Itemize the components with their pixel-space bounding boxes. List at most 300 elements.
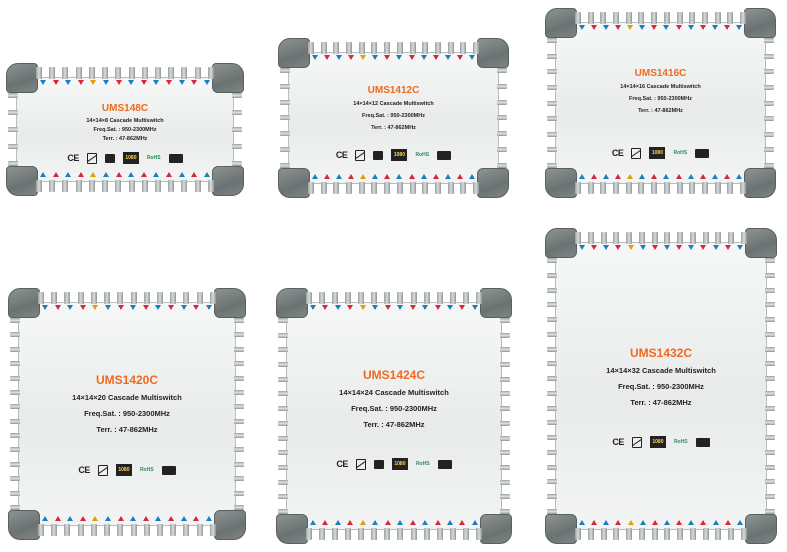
signal-arrow-icon [204,80,210,85]
f-connector [115,180,121,192]
signal-arrow-icon [336,174,342,179]
signal-arrow-icon [422,520,428,525]
f-connector [601,232,607,244]
dolby-icon [374,460,384,469]
signal-arrow-icon [141,80,147,85]
signal-arrow-icon [664,520,670,525]
f-connector [280,68,290,73]
f-connector [332,528,338,540]
digital-badge [162,466,176,475]
f-connector [234,447,244,452]
signal-arrow-icon [640,520,646,525]
housing-corner [745,228,777,258]
signal-arrow-icon [348,55,354,60]
f-connector [49,180,55,192]
signal-arrow-icon [700,520,706,525]
housing-corner [6,166,38,196]
f-connector [588,182,594,194]
f-connector [234,347,244,352]
digital-badge [696,438,710,447]
signal-arrow-icon [603,25,609,30]
housing-corner [276,288,308,318]
signal-arrow-icon [116,80,122,85]
f-connector [547,258,557,263]
freq-sat: Freq.Sat. : 950-2300MHz [618,382,704,391]
full-hd-badge: 1080 [650,436,666,448]
f-connector [10,361,20,366]
multiswitch-ums1432c [545,228,777,544]
f-connector [424,528,430,540]
f-connector [89,67,95,79]
model-name: UMS1432C [629,346,693,360]
product-title: 14×14×16 Cascade Multiswitch [620,84,701,90]
signal-arrow-icon [713,245,719,250]
f-connector [10,332,20,337]
f-connector [306,528,312,540]
signal-arrow-icon [42,305,48,310]
f-connector [234,505,244,510]
signal-arrow-icon [433,55,439,60]
f-connector [460,42,466,54]
signal-arrow-icon [55,516,61,521]
signal-arrow-icon [204,172,210,177]
signal-arrow-icon [652,520,658,525]
f-connector [677,12,683,24]
signal-arrow-icon [191,80,197,85]
f-connector [497,131,507,136]
multiswitch-ums1412c [278,38,509,198]
signal-arrow-icon [80,516,86,521]
signal-arrow-icon [347,305,353,310]
signal-arrow-icon [360,55,366,60]
f-connector [142,180,148,192]
signal-arrow-icon [372,174,378,179]
f-connector [10,318,20,323]
f-connector [384,182,390,194]
signal-arrow-icon [65,80,71,85]
f-connector [764,116,774,121]
freq-sat: Freq.Sat. : 950-2300MHz [93,127,157,133]
f-connector [232,144,242,149]
housing-corner [480,514,512,544]
f-connector [195,67,201,79]
f-connector [51,524,57,536]
signal-arrow-icon [206,516,212,521]
signal-arrow-icon [736,174,742,179]
f-connector [727,182,733,194]
signal-arrow-icon [457,174,463,179]
signal-arrow-icon [67,305,73,310]
f-connector [117,524,123,536]
signal-arrow-icon [628,520,634,525]
signal-arrow-icon [712,25,718,30]
signal-arrow-icon [579,520,585,525]
signal-arrow-icon [155,516,161,521]
signal-arrow-icon [78,172,84,177]
f-connector [677,182,683,194]
signal-arrow-icon [615,174,621,179]
f-connector [765,494,775,499]
input-arrows [310,305,478,312]
output-connectors-bottom [575,182,746,194]
certification-logos [545,147,776,159]
f-connector [78,292,84,304]
digital-badge [169,154,183,163]
housing-corner [744,8,776,38]
signal-arrow-icon [435,520,441,525]
signal-arrow-icon [724,25,730,30]
f-connector [547,288,557,293]
signal-arrow-icon [445,174,451,179]
certification-logos [278,149,509,161]
f-connector [38,524,44,536]
f-connector [62,67,68,79]
signal-arrow-icon [130,305,136,310]
housing-corner [744,168,776,198]
model-name: UMS148C [101,103,149,114]
input-arrows [42,305,212,312]
f-connector [626,182,632,194]
signal-arrow-icon [421,55,427,60]
f-connector [78,524,84,536]
f-connector [278,436,288,441]
f-connector [497,163,507,168]
signal-arrow-icon [384,174,390,179]
f-connector [144,524,150,536]
f-connector [547,302,557,307]
output-connectors-bottom [36,180,214,192]
f-connector [346,182,352,194]
signal-arrow-icon [40,172,46,177]
signal-arrow-icon [627,174,633,179]
f-connector [664,528,670,540]
f-connector [450,292,456,304]
signal-arrow-icon [193,516,199,521]
housing-corner [276,514,308,544]
f-connector [49,67,55,79]
f-connector [500,362,510,367]
housing-corner [214,288,246,318]
signal-arrow-icon [118,305,124,310]
f-connector [332,292,338,304]
f-connector [500,347,510,352]
f-connector [278,509,288,514]
signal-arrow-icon [312,174,318,179]
signal-arrow-icon [603,245,609,250]
signal-arrow-icon [206,305,212,310]
multiswitch-ums148c [6,63,244,196]
f-connector [547,38,557,43]
signal-arrow-icon [166,80,172,85]
weee-icon [632,437,642,448]
housing-corner [545,514,577,544]
housing-corner [545,168,577,198]
f-connector [64,524,70,536]
f-connector [358,292,364,304]
terr-freq: Terr. : 47-862MHz [638,108,683,114]
signal-arrow-icon [168,516,174,521]
f-connector [547,494,557,499]
signal-arrow-icon [347,520,353,525]
housing-corner [212,166,244,196]
output-arrows [579,174,742,181]
signal-arrow-icon [457,55,463,60]
signal-arrow-icon [324,174,330,179]
housing-corner [6,63,38,93]
f-connector [497,68,507,73]
signal-arrow-icon [116,172,122,177]
signal-arrow-icon [385,305,391,310]
f-connector [690,528,696,540]
housing-corner [545,228,577,258]
f-connector [728,528,734,540]
certification-logos [8,464,246,476]
f-connector [652,232,658,244]
f-connector [142,67,148,79]
f-connector [437,292,443,304]
f-connector [410,42,416,54]
f-connector [588,528,594,540]
signal-arrow-icon [591,174,597,179]
f-connector [89,180,95,192]
f-connector [547,420,557,425]
signal-arrow-icon [676,245,682,250]
signal-arrow-icon [179,80,185,85]
signal-arrow-icon [591,245,597,250]
f-connector [104,524,110,536]
signal-arrow-icon [103,172,109,177]
signal-arrow-icon [652,245,658,250]
f-connector [547,317,557,322]
signal-arrow-icon [688,174,694,179]
signal-arrow-icon [181,305,187,310]
f-connector [639,232,645,244]
f-connector [319,292,325,304]
signal-arrow-icon [700,174,706,179]
signal-arrow-icon [336,55,342,60]
f-connector [129,67,135,79]
signal-arrow-icon [153,80,159,85]
f-connector [476,292,482,304]
f-connector [664,12,670,24]
signal-arrow-icon [433,174,439,179]
housing-corner [8,510,40,540]
f-connector [411,292,417,304]
signal-arrow-icon [579,25,585,30]
f-connector [280,163,290,168]
signal-arrow-icon [737,245,743,250]
signal-arrow-icon [322,305,328,310]
signal-arrow-icon [335,520,341,525]
f-connector [359,42,365,54]
f-connector [195,180,201,192]
housing-corner [480,288,512,318]
f-connector [765,465,775,470]
f-connector [308,42,314,54]
output-connectors-bottom [306,528,482,540]
f-connector [117,292,123,304]
signal-arrow-icon [324,55,330,60]
f-connector [278,318,288,323]
f-connector [170,292,176,304]
f-connector [764,132,774,137]
product-title: 14×14×20 Cascade Multiswitch [72,393,182,402]
signal-arrow-icon [579,174,585,179]
signal-arrow-icon [105,305,111,310]
rohs-mark: RoHS [673,149,688,156]
signal-arrow-icon [410,305,416,310]
rohs-mark: RoHS [415,460,430,467]
signal-arrow-icon [155,305,161,310]
f-connector [703,232,709,244]
f-connector [765,273,775,278]
f-connector [358,528,364,540]
weee-icon [98,465,108,476]
f-connector [638,12,644,24]
rohs-mark: RoHS [673,438,688,445]
f-connector [765,450,775,455]
signal-arrow-icon [360,174,366,179]
f-connector [473,182,479,194]
digital-badge [695,149,709,158]
f-connector [397,292,403,304]
f-connector [157,524,163,536]
signal-arrow-icon [712,174,718,179]
f-connector [664,232,670,244]
f-connector [384,42,390,54]
signal-arrow-icon [409,174,415,179]
signal-arrow-icon [179,172,185,177]
certification-logos [545,436,777,448]
f-connector [702,12,708,24]
f-connector [547,273,557,278]
signal-arrow-icon [166,172,172,177]
terr-freq: Terr. : 47-862MHz [102,136,148,142]
f-connector [435,182,441,194]
f-connector [626,528,632,540]
f-connector [613,528,619,540]
signal-arrow-icon [700,25,706,30]
f-connector [91,524,97,536]
ce-mark: CE [335,150,348,160]
f-connector [76,180,82,192]
signal-arrow-icon [372,520,378,525]
input-connectors-top [575,12,746,24]
f-connector [613,232,619,244]
signal-arrow-icon [385,520,391,525]
housing-corner [278,38,310,68]
housing-corner [745,514,777,544]
f-connector [278,362,288,367]
f-connector [703,528,709,540]
signal-arrow-icon [55,305,61,310]
signal-arrow-icon [141,172,147,177]
f-connector [690,232,696,244]
f-connector [155,67,161,79]
f-connector [129,180,135,192]
f-connector [306,292,312,304]
housing-corner [545,8,577,38]
input-connectors-top [38,292,216,304]
f-connector [36,180,42,192]
signal-arrow-icon [469,174,475,179]
signal-arrow-icon [591,520,597,525]
f-connector [728,232,734,244]
signal-arrow-icon [640,245,646,250]
f-connector [764,163,774,168]
signal-arrow-icon [628,245,634,250]
f-connector [651,12,657,24]
model-name: UMS1412C [367,85,420,96]
f-connector [157,292,163,304]
freq-sat: Freq.Sat. : 950-2300MHz [362,113,425,119]
f-connector [76,67,82,79]
signal-arrow-icon [688,245,694,250]
f-connector [422,182,428,194]
output-connectors-bottom [308,182,479,194]
signal-arrow-icon [459,520,465,525]
f-connector [463,292,469,304]
signal-arrow-icon [360,520,366,525]
f-connector [102,180,108,192]
f-connector [547,54,557,59]
signal-arrow-icon [663,174,669,179]
f-connector [384,528,390,540]
signal-arrow-icon [105,516,111,521]
f-connector [547,132,557,137]
f-connector [435,42,441,54]
f-connector [765,332,775,337]
signal-arrow-icon [422,305,428,310]
f-connector [8,144,18,149]
f-connector [448,182,454,194]
signal-arrow-icon [663,25,669,30]
f-connector [715,528,721,540]
signal-arrow-icon [472,520,478,525]
signal-arrow-icon [130,516,136,521]
full-hd-badge: 1080 [649,147,665,159]
certification-logos [276,458,512,470]
f-connector [359,182,365,194]
f-connector [588,232,594,244]
f-connector [422,42,428,54]
f-connector [575,528,581,540]
signal-arrow-icon [603,520,609,525]
housing-corner [214,510,246,540]
output-arrows [310,520,478,527]
signal-arrow-icon [310,305,316,310]
signal-arrow-icon [312,55,318,60]
f-connector [547,465,557,470]
signal-arrow-icon [128,80,134,85]
signal-arrow-icon [193,305,199,310]
f-connector [319,528,325,540]
signal-arrow-icon [143,516,149,521]
f-connector [397,182,403,194]
f-connector [626,12,632,24]
output-arrows [40,172,210,179]
ce-mark: CE [336,459,348,469]
signal-arrow-icon [447,305,453,310]
f-connector [500,450,510,455]
f-connector [500,333,510,338]
output-arrows [42,516,212,523]
f-connector [168,67,174,79]
signal-arrow-icon [639,25,645,30]
f-connector [626,232,632,244]
signal-arrow-icon [725,520,731,525]
f-connector [197,524,203,536]
